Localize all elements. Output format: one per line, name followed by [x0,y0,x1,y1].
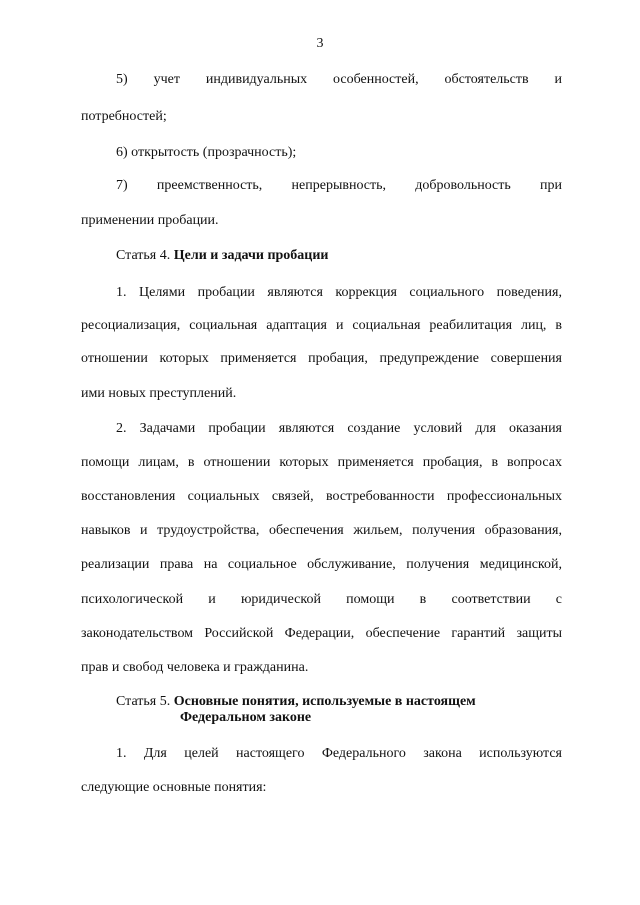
text-line: ими новых преступлений. [81,386,237,401]
text-line: помощи лицам, в отношении которых применяется пробация, в вопросах [81,455,562,470]
text-line: 5) учет индивидуальных особенностей, обстоятельств и [116,72,562,87]
article-5-title: Основные понятия, используемые в настоящем [173,694,476,709]
text-line: 7) преемственность, непрерывность, добровольность при [116,178,562,193]
text-line: 2. Задачами пробации являются создание условий для оказания [116,421,562,436]
text-line: законодательством Российской Федерации, обеспечение гарантий защиты [81,626,562,641]
text-line: 6) открытость (прозрачность); [116,145,297,160]
text-line: прав и свобод человека и гражданина. [81,660,309,675]
text-line: следующие основные понятия: [81,780,267,795]
article-5-label: Статья 5. [116,694,171,709]
article-4-label: Статья 4. [116,248,171,263]
text-line: психологической и юридической помощи в соответствии с [81,592,562,607]
article-4-title: Цели и задачи пробации [173,248,329,263]
text-line: 1. Целями пробации являются коррекция социального поведения, [116,285,562,300]
text-line: отношении которых применяется пробация, предупреждение совершения [81,351,562,366]
page-number: 3 [316,36,324,51]
text-line: 1. Для целей настоящего Федерального закона используются [116,746,562,761]
text-line: потребностей; [81,109,167,124]
text-line: восстановления социальных связей, востребованности профессиональных [81,489,562,504]
article-4-heading [116,247,329,265]
text-line: реализации права на социальное обслуживание, получения медицинской, [81,557,562,572]
text-line: навыков и трудоустройства, обеспечения жильем, получения образования, [81,523,562,538]
text-line: ресоциализация, социальная адаптация и социальная реабилитация лиц, в [81,318,562,333]
article-5-title-continued: Федеральном законе [180,710,312,725]
text-line: применении пробации. [81,213,219,228]
